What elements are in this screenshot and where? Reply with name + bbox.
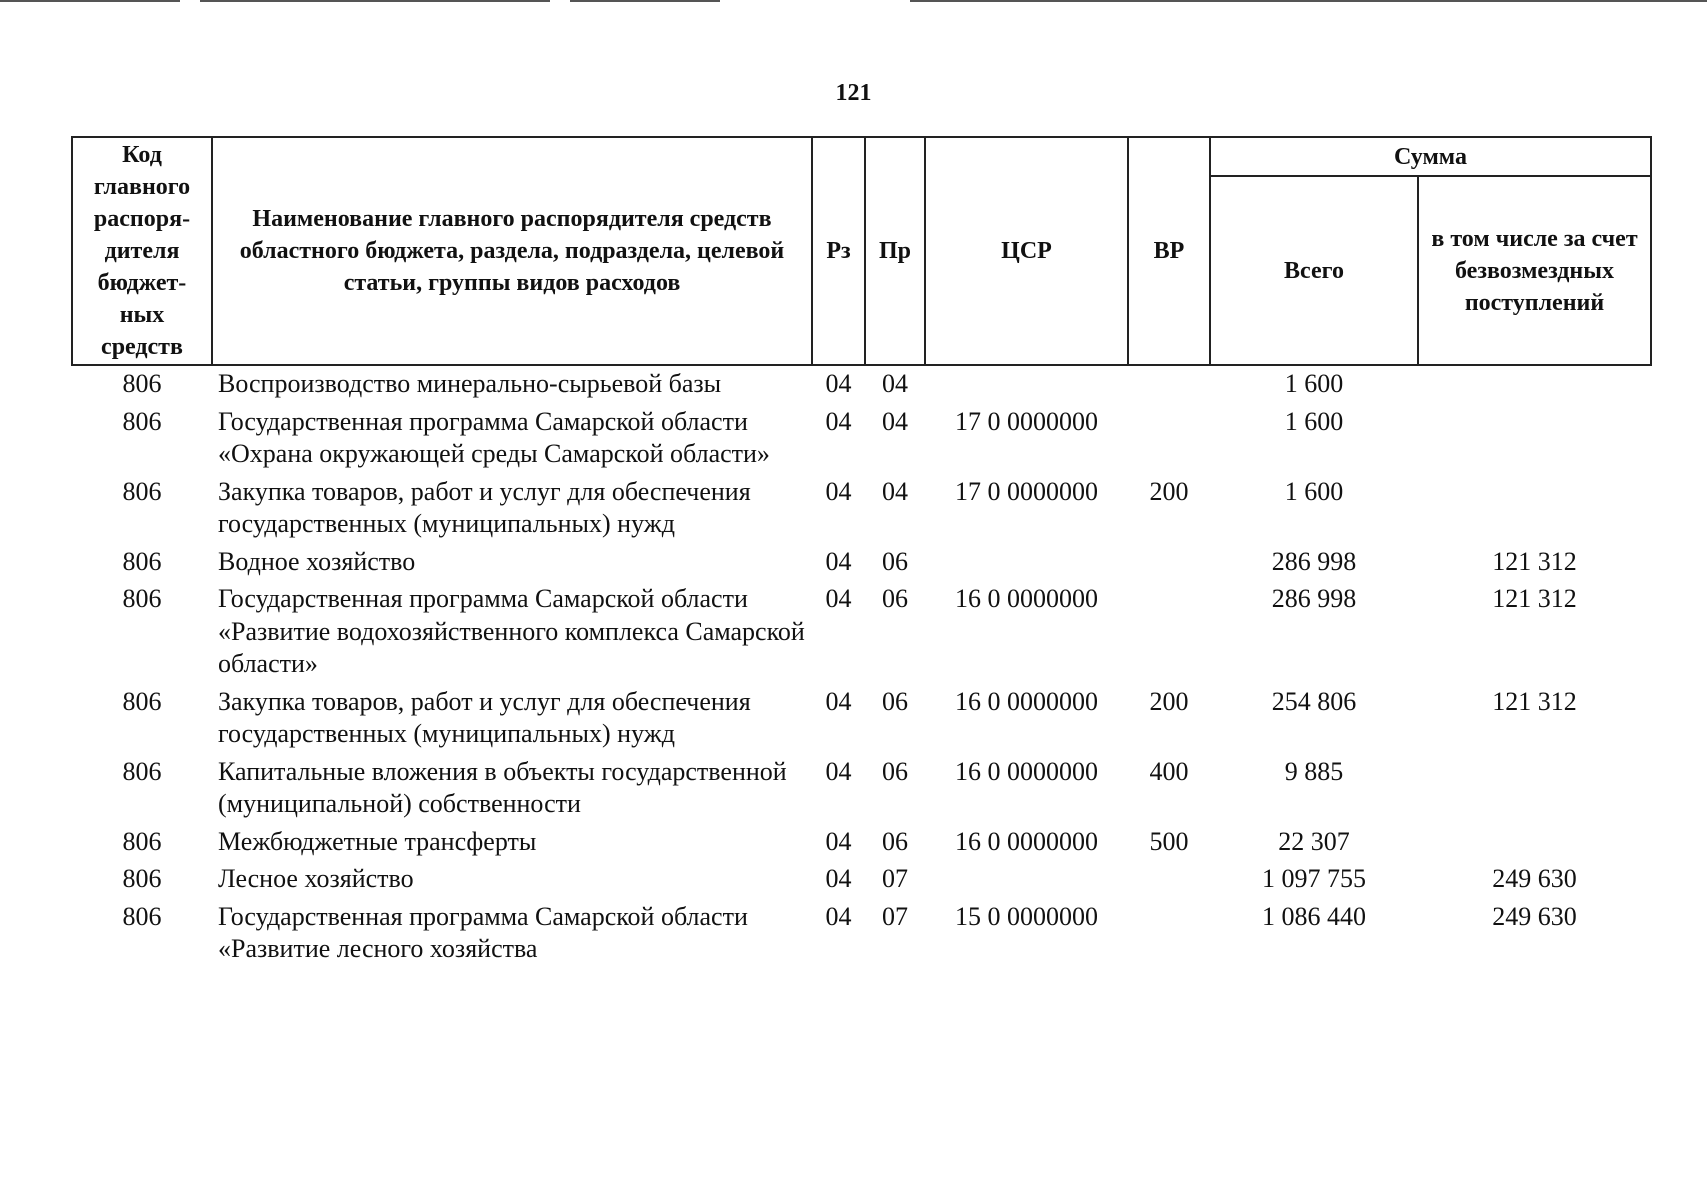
cell-vr bbox=[1128, 863, 1210, 901]
cell-vr: 400 bbox=[1149, 756, 1189, 786]
table-row bbox=[72, 365, 1651, 406]
cell-name: Водное хозяйство bbox=[218, 546, 416, 576]
scan-edge-line bbox=[570, 0, 720, 2]
table-row bbox=[72, 756, 1651, 826]
cell-csr: 15 0 0000000 bbox=[955, 901, 1098, 931]
cell-rz: 04 bbox=[825, 826, 852, 856]
cell-name: Государственная программа Самарской области «Охрана окружающей среды Самарской области» bbox=[218, 406, 770, 468]
cell-total: 286 998 bbox=[1271, 546, 1357, 576]
cell-total: 1 600 bbox=[1284, 406, 1344, 436]
cell-csr: 16 0 0000000 bbox=[955, 756, 1098, 786]
table-row bbox=[72, 406, 1651, 476]
cell-total: 1 097 755 bbox=[1262, 864, 1366, 893]
cell-rz: 04 bbox=[825, 756, 852, 786]
header-total: Всего bbox=[1210, 176, 1418, 365]
cell-pr: 07 bbox=[882, 901, 908, 931]
cell-vr bbox=[1128, 406, 1210, 476]
cell-code: 806 bbox=[122, 686, 162, 716]
cell-rz: 04 bbox=[825, 546, 852, 576]
cell-csr bbox=[925, 863, 1128, 901]
table-row bbox=[72, 826, 1651, 864]
table-header bbox=[72, 137, 1651, 365]
cell-name: Лесное хозяйство bbox=[218, 864, 414, 893]
table-row bbox=[72, 583, 1651, 686]
header-name: Наименование главного распорядителя средств областного бюджета, раздела, подраздела, целевой статьи, группы видов расходов bbox=[212, 137, 812, 365]
cell-vr bbox=[1128, 546, 1210, 584]
cell-pr: 04 bbox=[882, 369, 908, 398]
cell-pr: 06 bbox=[882, 546, 908, 576]
table-row bbox=[72, 686, 1651, 756]
cell-vr: 500 bbox=[1149, 826, 1189, 856]
cell-csr: 16 0 0000000 bbox=[955, 686, 1098, 716]
cell-free: 249 630 bbox=[1492, 864, 1577, 893]
cell-pr: 06 bbox=[882, 686, 908, 716]
header-csr: ЦСР bbox=[925, 137, 1128, 365]
cell-free: 121 312 bbox=[1492, 546, 1577, 576]
header-free: в том числе за счет безвозмездных поступлений bbox=[1418, 176, 1651, 365]
cell-csr bbox=[925, 546, 1128, 584]
cell-rz: 04 bbox=[825, 584, 852, 613]
header-pr: Пр bbox=[865, 137, 925, 365]
cell-csr: 16 0 0000000 bbox=[955, 826, 1098, 856]
header-rz: Рз bbox=[812, 137, 865, 365]
cell-vr: 200 bbox=[1149, 686, 1189, 716]
cell-free: 121 312 bbox=[1492, 584, 1577, 613]
cell-total: 22 307 bbox=[1278, 826, 1350, 856]
table-body bbox=[72, 365, 1651, 971]
cell-code: 806 bbox=[122, 826, 162, 856]
cell-pr: 04 bbox=[882, 406, 908, 436]
cell-code: 806 bbox=[122, 864, 162, 893]
table-row bbox=[72, 546, 1651, 584]
cell-rz: 04 bbox=[825, 864, 852, 893]
cell-code: 806 bbox=[122, 476, 162, 506]
cell-code: 806 bbox=[122, 406, 162, 436]
cell-free: 249 630 bbox=[1492, 901, 1577, 931]
header-vr: ВР bbox=[1128, 137, 1210, 365]
cell-csr: 17 0 0000000 bbox=[955, 406, 1098, 436]
cell-free bbox=[1418, 406, 1651, 476]
scan-edge-line bbox=[200, 0, 550, 2]
cell-free bbox=[1418, 476, 1651, 546]
cell-pr: 06 bbox=[882, 756, 908, 786]
page-number: 121 bbox=[835, 80, 872, 106]
cell-pr: 06 bbox=[882, 826, 908, 856]
cell-name: Межбюджетные трансферты bbox=[218, 826, 537, 856]
cell-vr bbox=[1128, 365, 1210, 406]
cell-rz: 04 bbox=[825, 406, 852, 436]
cell-pr: 04 bbox=[882, 476, 908, 506]
cell-name: Капитальные вложения в объекты государственной (муниципальной) собственности bbox=[218, 756, 787, 818]
table-row bbox=[72, 476, 1651, 546]
cell-total: 1 600 bbox=[1284, 476, 1344, 506]
cell-free bbox=[1418, 365, 1651, 406]
cell-csr bbox=[925, 365, 1128, 406]
cell-name: Государственная программа Самарской области «Развитие водохозяйственного комплекса Самарской области» bbox=[218, 584, 805, 678]
table-row bbox=[72, 863, 1651, 901]
cell-csr: 17 0 0000000 bbox=[955, 476, 1098, 506]
cell-pr: 06 bbox=[882, 584, 908, 613]
cell-code: 806 bbox=[122, 756, 162, 786]
cell-rz: 04 bbox=[825, 901, 852, 931]
cell-total: 1 600 bbox=[1284, 369, 1344, 398]
table-row bbox=[72, 901, 1651, 971]
cell-code: 806 bbox=[122, 901, 162, 931]
cell-vr: 200 bbox=[1149, 476, 1189, 506]
cell-name: Закупка товаров, работ и услуг для обеспечения государственных (муниципальных) нужд bbox=[218, 476, 751, 538]
scan-edge-line bbox=[910, 0, 1707, 2]
header-code: Код главного распоря-дителя бюджет-ных средств bbox=[72, 137, 212, 365]
budget-table bbox=[71, 136, 1652, 971]
cell-vr bbox=[1128, 583, 1210, 686]
cell-free: 121 312 bbox=[1492, 686, 1577, 716]
header-sum: Сумма bbox=[1210, 137, 1651, 176]
scan-edge-line bbox=[0, 0, 180, 2]
cell-pr: 07 bbox=[882, 864, 908, 893]
cell-total: 286 998 bbox=[1271, 584, 1357, 613]
cell-total: 9 885 bbox=[1284, 756, 1344, 786]
cell-total: 254 806 bbox=[1271, 686, 1357, 716]
cell-vr bbox=[1128, 901, 1210, 971]
cell-name: Государственная программа Самарской области «Развитие лесного хозяйства bbox=[218, 901, 748, 963]
cell-rz: 04 bbox=[825, 476, 852, 506]
cell-free bbox=[1418, 826, 1651, 864]
cell-code: 806 bbox=[122, 369, 162, 398]
cell-free bbox=[1418, 756, 1651, 826]
cell-csr: 16 0 0000000 bbox=[955, 584, 1098, 613]
cell-total: 1 086 440 bbox=[1262, 901, 1366, 931]
cell-rz: 04 bbox=[825, 369, 852, 398]
cell-code: 806 bbox=[122, 584, 162, 613]
cell-rz: 04 bbox=[825, 686, 852, 716]
cell-code: 806 bbox=[122, 546, 162, 576]
cell-name: Закупка товаров, работ и услуг для обеспечения государственных (муниципальных) нужд bbox=[218, 686, 751, 748]
cell-name: Воспроизводство минерально-сырьевой базы bbox=[218, 369, 722, 398]
